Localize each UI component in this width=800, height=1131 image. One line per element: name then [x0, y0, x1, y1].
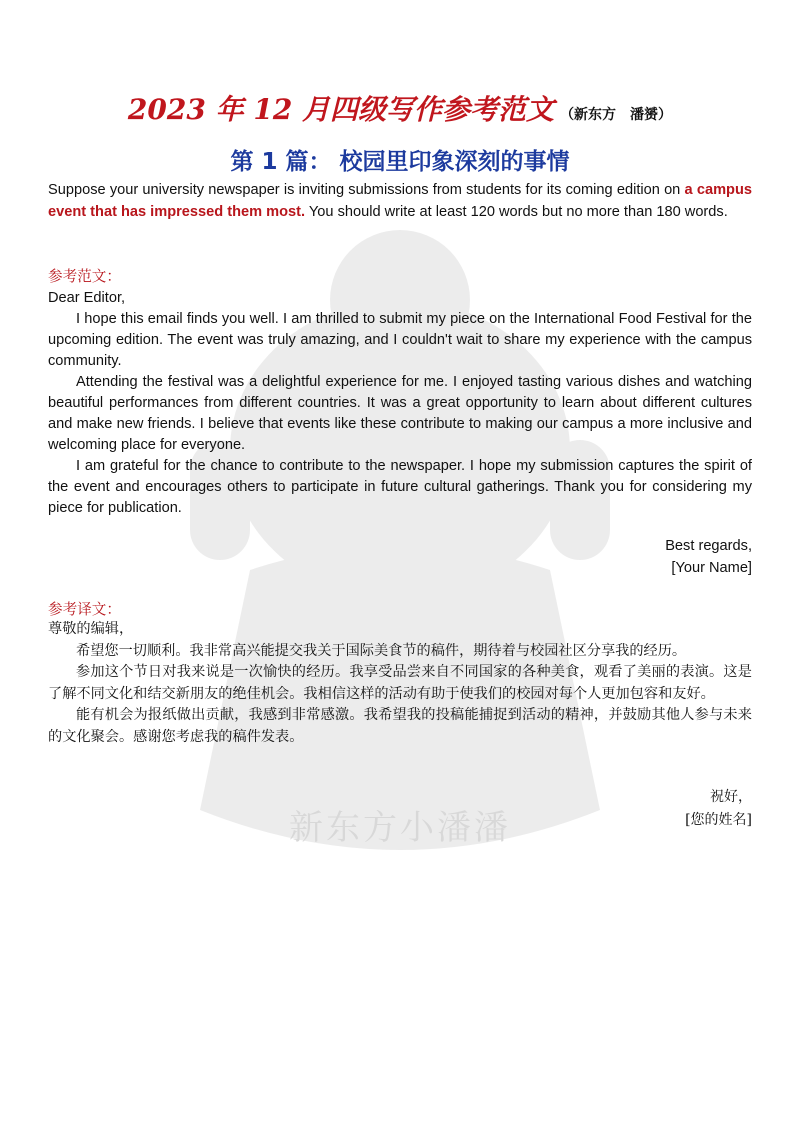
essay-closing: Best regards, — [665, 538, 752, 554]
essay-salutation: Dear Editor, — [48, 290, 126, 306]
translation-salutation: 尊敬的编辑， — [48, 621, 134, 637]
essay-paragraph: Attending the festival was a delightful experience for me. I enjoyed tasting various dishes and watching beautiful performances from different countries. It was a great opportunity to learn about different cultures and make new friends. I believe that events like these contribute to making our campus a more inclusive and welcoming place for everyone. — [48, 374, 752, 453]
essay-paragraph: I hope this email finds you well. I am thrilled to submit my piece on the International Food Festival for the upcoming edition. The event was truly amazing, and I couldn't wait to share my experience with the campus community. — [48, 311, 752, 369]
translation-paragraph: 能有机会为报纸做出贡献，我感到非常感激。我希望我的投稿能捕捉到活动的精神，并鼓励其他人参与未来的文化聚会。感谢您考虑我的稿件发表。 — [48, 707, 752, 745]
translation-name: [您的姓名] — [685, 812, 752, 828]
translation-paragraph: 希望您一切顺利。我非常高兴能提交我关于国际美食节的稿件，期待着与校园社区分享我的经历。 — [76, 642, 687, 659]
title-source: （新东方 潘赟） — [560, 107, 673, 123]
essay-signature — [665, 536, 752, 579]
watermark-text: 新东方小潘潘 — [289, 808, 511, 848]
translation-section-label: 参考译文： — [48, 601, 121, 618]
essay-paragraph: I am grateful for the chance to contribute to the newspaper. I hope my submission captures the spirit of the event and encourages others to participate in future cultural gatherings. Thank you for considering my piece for publication. — [48, 458, 752, 516]
translation-signature — [685, 786, 752, 832]
essay-name: [Your Name] — [671, 559, 752, 576]
essay-section-label: 参考范文： — [48, 268, 121, 285]
essay-subtitle: 第 1 篇： 校园里印象深刻的事情 — [230, 149, 570, 175]
prompt-highlight: a campus event that has impressed them most. — [48, 182, 752, 220]
translation-paragraph: 参加这个节日对我来说是一次愉快的经历。我享受品尝来自不同国家的各种美食，观看了美丽的表演。这是了解不同文化和结交新朋友的绝佳机会。我相信这样的活动有助于使我们的校园对每个人更加包容和友好。 — [48, 664, 752, 702]
prompt-text-before: Suppose your university newspaper is inviting submissions from students for its coming edition on — [48, 182, 685, 198]
title-text: 2023 年 12 月四级写作参考范文 — [127, 93, 555, 126]
translation — [48, 619, 752, 748]
writing-prompt — [48, 180, 752, 223]
sample-essay — [48, 288, 752, 519]
translation-closing: 祝好， — [710, 789, 752, 805]
prompt-text-after: You should write at least 120 words but no more than 180 words. — [305, 203, 728, 220]
page-title — [0, 88, 800, 128]
